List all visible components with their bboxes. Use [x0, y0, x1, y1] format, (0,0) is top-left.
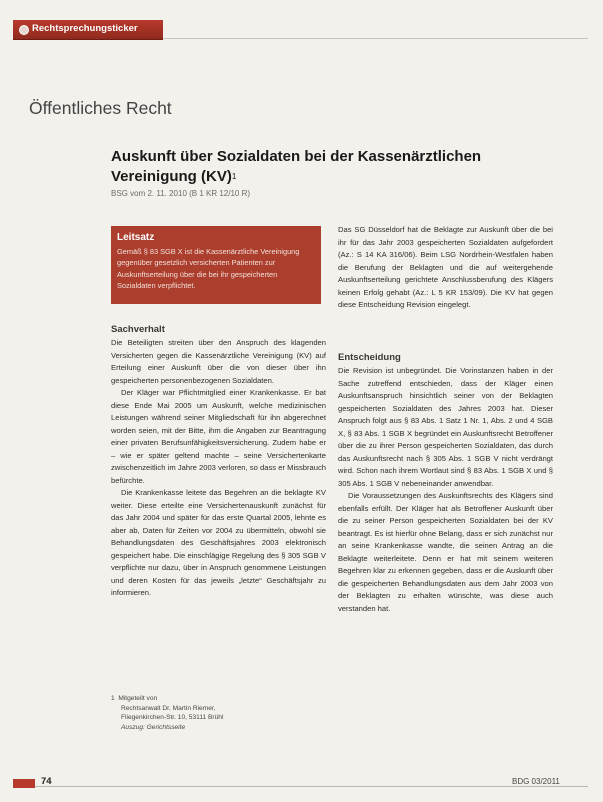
leitsatz-box	[111, 226, 321, 304]
footnote-line: Rechtsanwalt Dr. Martin Riemer,	[121, 704, 216, 712]
section-tag	[13, 20, 163, 40]
paragraph: Die Beteiligten streiten über den Anspruch des klagenden Versicherten gegen die Kassenärztliche Vereinigung (KV) auf Erteilung einer Auskunft über die von dieser über ihn gespeicherten personenbezogenen Sozialdaten.	[111, 338, 326, 385]
footer-divider	[13, 786, 588, 787]
footnote-text: Mitgeteilt von	[118, 695, 158, 702]
entscheidung-body	[338, 365, 553, 615]
paragraph: Die Krankenkasse leitete das Begehren an die beklagte KV weiter. Diese erteilte eine Versichertenauskunft zunächst für das Jahr 2004 und später für das erste Quartal 2005, lehnte es aber ab, Daten für Zeiten vor 2004 zu übermitteln, obwohl sie Behandlungsdaten des Geschäftsjahres 2003 elektronisch gespeichert habe. Die einschlägige Regelung des § 305 SGB V verpflichte nur dazu, über in Anspruch genommene Leistungen und deren Kosten für das jeweils „letzte“ Geschäftsjahr zu informieren.	[111, 488, 326, 597]
bullet-icon	[19, 25, 29, 35]
footnote	[111, 694, 321, 732]
sachverhalt-body	[111, 337, 326, 600]
article-title-text: Auskunft über Sozialdaten bei der Kassenärztlichen Vereinigung (KV)	[111, 148, 482, 185]
right-intro	[338, 224, 553, 312]
page-number: 74	[41, 776, 52, 787]
entscheidung-heading: Entscheidung	[338, 352, 401, 363]
article-title	[111, 147, 551, 187]
paragraph: Der Kläger war Pflichtmitglied einer Krankenkasse. Er bat diese Ende Mai 2005 um Auskunft, welche medizinischen Leistungen während seiner Mitgliedschaft für ihn abgerechnet worden seien, mit der Bitte, ihm die Angaben zur Beantragung einer privaten Berufsunfähigkeitsversicherung. Zudem habe er – wie er später geltend machte – seine Versichertenkarte zwischenzeitlich im Jahre 2003 verloren, so dass er Missbrauch befürchte.	[111, 388, 326, 485]
footnote-line: Auszug: Gerichtsseite	[121, 723, 186, 731]
footnote-number: 1	[111, 695, 115, 702]
issue-label: BDG 03/2011	[512, 777, 560, 786]
sachverhalt-heading: Sachverhalt	[111, 324, 165, 335]
footnote-line	[111, 694, 321, 704]
leitsatz-title: Leitsatz	[117, 232, 155, 243]
leitsatz-text: Gemäß § 83 SGB X ist die Kassenärztliche Vereinigung gegenüber gesetzlich versicherten Patienten zur Auskunftserteilung über die bei ihr gespeicherten Sozialdaten verpflichtet.	[117, 247, 300, 290]
section-title: Öffentliches Recht	[29, 98, 172, 118]
paragraph: Die Voraussetzungen des Auskunftsrechts des Klägers sind ebenfalls erfüllt. Der Kläger hat als Betroffener Auskunft über die zu seiner Person gespeicherten Sozialdaten bei der KV beantragt. Es ist hierfür ohne Belang, dass er sich zunächst nur an seine Krankenkasse wandte, die seinen Antrag an die Beklagte weiterleitete. Denn er hat mit seinem weiteren Begehren klar zu erkennen gegeben, dass er die Auskunft über die gespeicherten Behandlungsdaten aus dem Jahr 2003 von der Beklagten zu erhalten wünschte, was diese auch verstanden hat.	[338, 491, 553, 613]
footnote-marker: 1	[231, 172, 237, 181]
paragraph: Die Revision ist unbegründet. Die Vorinstanzen haben in der Sache zutreffend entschieden, dass der Kläger einen Auskunftsanspruch hinsichtlich seiner von der Beklagten gespeicherten Sozialdaten des Jahres 2003 hat. Dieser Anspruch folgt aus § 83 Abs. 1 Satz 1 Nr. 1, Abs. 2 und 4 SGB X, § 83 Abs. 1 SGB X begründet ein Auskunftsrecht Betroffener über die zu ihrer Person gespeicherten Sozialdaten, das durch das Auskunftsrecht nach § 305 Abs. 1 SGB V nicht verdrängt wird. Schon nach ihrem Wortlaut sind § 83 Abs. 1 SGB X und § 305 Abs. 1 SGB V nebeneinander anwendbar.	[338, 366, 553, 488]
header-divider	[163, 38, 588, 39]
footnote-line: Fliegenkirchen-Str. 10, 53111 Brühl	[121, 714, 224, 721]
section-tag-label: Rechtsprechungsticker	[32, 23, 138, 34]
paragraph: Das SG Düsseldorf hat die Beklagte zur Auskunft über die bei ihr für das Jahr 2003 gespeicherten Sozialdaten aufgefordert (Az.: S 14 KA 316/06). Beim LSG Nordrhein-Westfalen haben die Berufung der Beklagten und die auf weitergehende Auskunftserteilung gerichtete Anschlussberufung des Klägers keinen Erfolg gehabt (Az.: L 5 KR 153/09). Die KV hat gegen diese Entscheidung Revision eingelegt.	[338, 225, 553, 309]
footer-accent-bar	[13, 779, 35, 788]
case-reference: BSG vom 2. 11. 2010 (B 1 KR 12/10 R)	[111, 189, 251, 198]
